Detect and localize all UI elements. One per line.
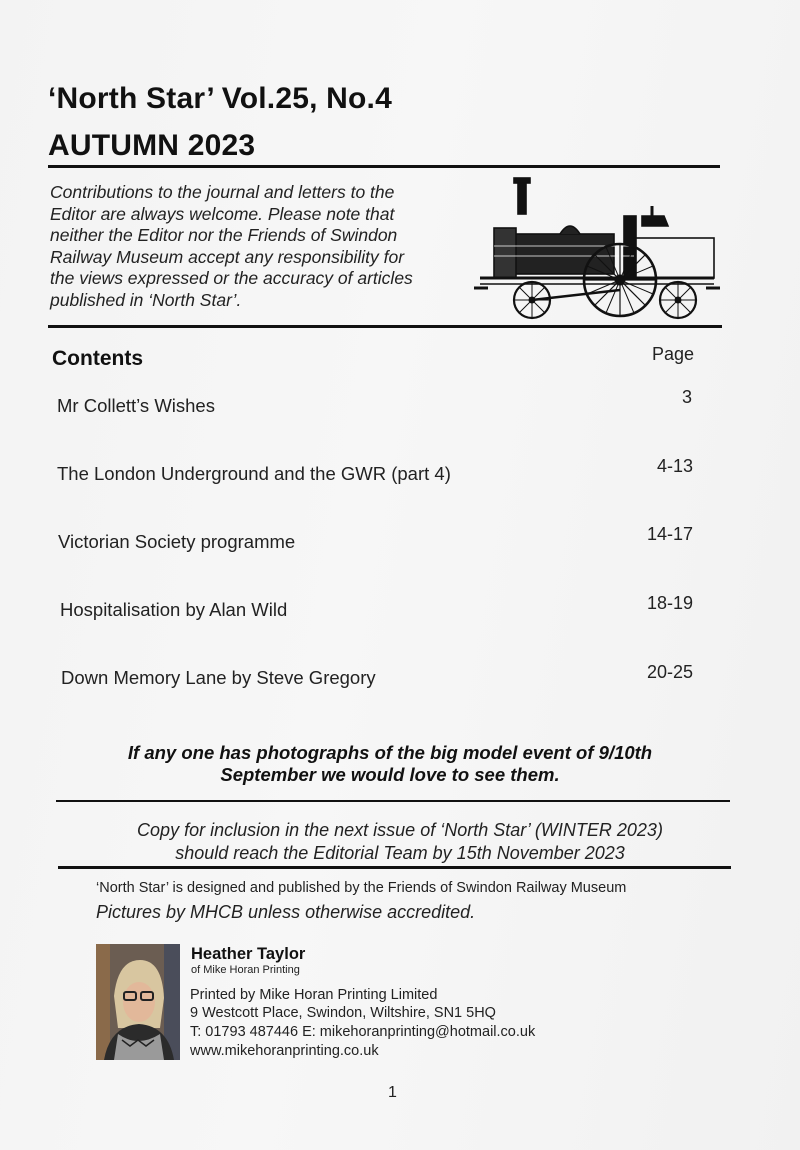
disclaimer-rule [48, 325, 722, 328]
journal-title: ‘North Star’ Vol.25, No.4 [48, 82, 392, 115]
toc-entry-title: Victorian Society programme [58, 531, 296, 552]
disclaimer-line: Editor are always welcome. Please note that [50, 203, 395, 224]
disclaimer-line: Railway Museum accept any responsibility for [50, 246, 405, 267]
page-column-heading: Page [652, 344, 695, 364]
toc-entry [0, 524, 800, 559]
copy-deadline-note [90, 819, 710, 865]
notice-line: September we would love to see them. [220, 764, 560, 785]
toc-entry [0, 387, 800, 422]
editorial-disclaimer [50, 182, 460, 311]
printer-address: 9 Westcott Place, Swindon, Wiltshire, SN1 5HQ [190, 1005, 496, 1021]
printer-contact-name: Heather Taylor [191, 945, 306, 963]
contents-heading: Contents [52, 347, 143, 370]
toc-entry [0, 593, 800, 627]
toc-entry-page: 20-25 [647, 662, 694, 682]
toc-entry-title: Hospitalisation by Alan Wild [60, 599, 288, 620]
printer-website: www.mikehoranprinting.co.uk [190, 1043, 379, 1059]
printer-company-line: Printed by Mike Horan Printing Limited [190, 987, 438, 1003]
disclaimer-line: the views expressed or the accuracy of articles [50, 268, 413, 288]
picture-credit: Pictures by MHCB unless otherwise accredited. [96, 902, 476, 922]
toc-entry-title: The London Underground and the GWR (part 4) [57, 463, 451, 484]
issue-season: AUTUMN 2023 [48, 129, 256, 162]
printer-contact-details: T: 01793 487446 E: mikehoranprinting@hotmail.co.uk [190, 1024, 536, 1040]
disclaimer-line: Contributions to the journal and letters to the [50, 182, 395, 202]
toc-entry-page: 18-19 [647, 593, 694, 613]
disclaimer-line: neither the Editor nor the Friends of Swindon [50, 225, 398, 245]
toc-entry [0, 662, 800, 695]
disclaimer-line: published in ‘North Star’. [50, 289, 242, 310]
photo-request-notice [90, 742, 690, 786]
steam-locomotive-icon [474, 176, 720, 322]
header-rule [48, 165, 720, 168]
copy-deadline-line: Copy for inclusion in the next issue of ‘North Star’ (WINTER 2023) [137, 820, 663, 840]
toc-entry-title: Down Memory Lane by Steve Gregory [61, 667, 376, 688]
copy-deadline-line: should reach the Editorial Team by 15th November 2023 [175, 843, 625, 863]
notice-rule [56, 800, 730, 802]
toc-entry [0, 456, 800, 490]
notice-line: If any one has photographs of the big model event of 9/10th [127, 742, 653, 763]
page-number: 1 [388, 1084, 397, 1101]
deadline-rule [58, 866, 731, 869]
toc-entry-title: Mr Collett’s Wishes [57, 395, 215, 416]
printer-contact-company: of Mike Horan Printing [191, 964, 300, 976]
publisher-credit: ‘North Star’ is designed and published by the Friends of Swindon Railway Museum [96, 880, 627, 896]
toc-entry-page: 14-17 [647, 524, 694, 544]
portrait-photo [96, 944, 180, 1060]
toc-entry-page: 3 [682, 387, 693, 407]
toc-entry-page: 4-13 [657, 456, 694, 476]
